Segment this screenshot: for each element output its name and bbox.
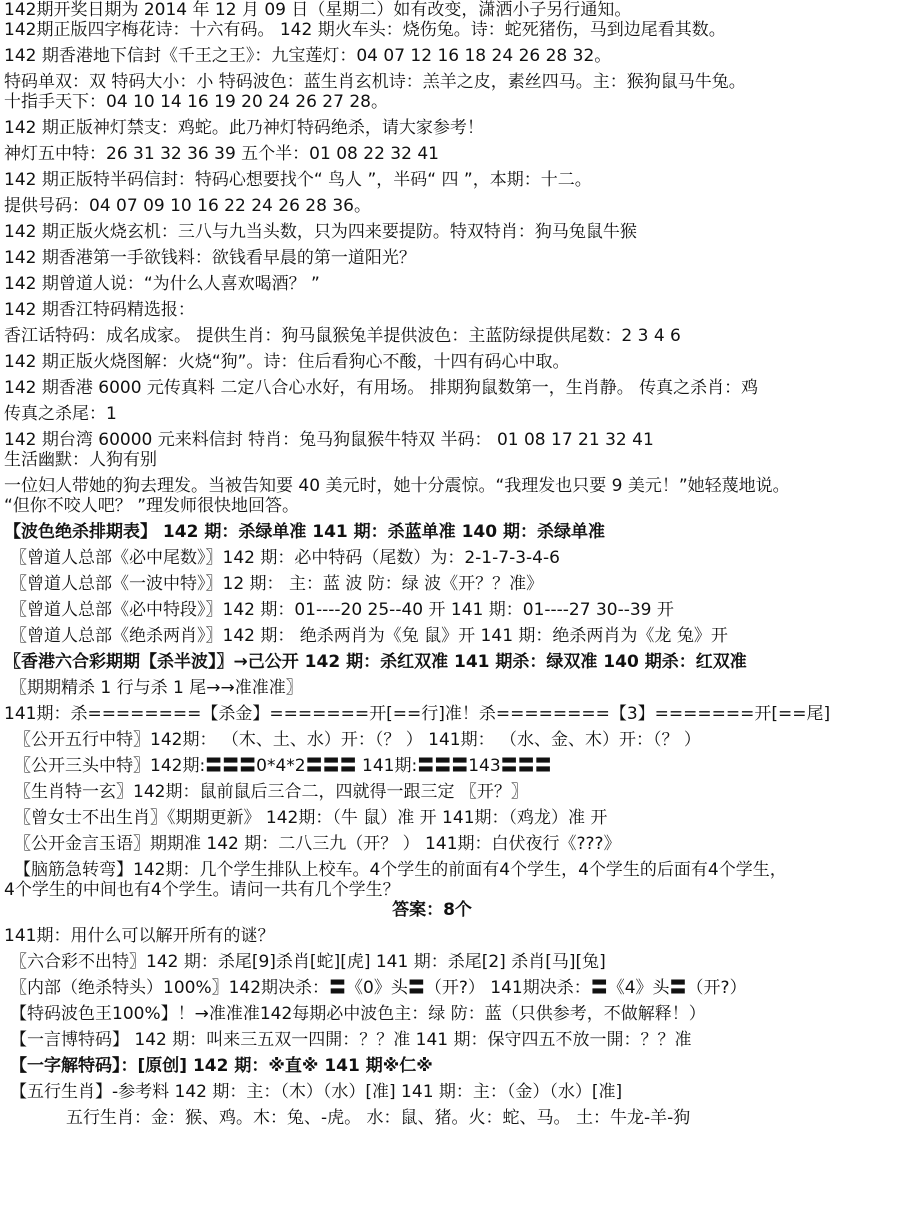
text-line-internal-kill: 〖内部（绝杀特头）100%〗142期决杀：〓《0》头〓（开?） 141期决杀：〓《4》头〓（开?）	[10, 978, 747, 998]
text-line-humor-body-2: “但你不咬人吧？ ”理发师很快地回答。	[4, 496, 300, 516]
text-line-brain-teaser-1: 【脑筋急转弯】142期：几个学生排队上校车。4个学生的前面有4个学生，4个学生的后面有4个学生，	[14, 860, 787, 880]
text-line-fire-mystery: 142 期正版火烧玄机：三八与九当头数，只为四来要提防。特双特肖：狗马兔鼠牛猴	[4, 222, 637, 242]
text-line-humor-title: 生活幽默：人狗有别	[4, 450, 157, 470]
text-line-wave-kill-table: 【波色绝杀排期表】 142 期：杀绿单准 141 期：杀蓝单准 140 期：杀绿单准	[4, 522, 605, 542]
text-line-provided-numbers: 提供号码：04 07 09 10 16 22 24 26 28 36。	[4, 196, 371, 216]
text-line-kill-row-tail: 〖期期精杀 1 行与杀 1 尾→→准准准〗	[10, 678, 303, 698]
text-line-plum-poem: 142期正版四字梅花诗：十六有码。 142 期火车头：烧伤兔。诗：蛇死猪伤，马到边尾看其数。	[4, 20, 726, 40]
text-line-three-heads: 〖公开三头中特〗142期:〓〓〓0*4*2〓〓〓 141期:〓〓〓143〓〓〓	[14, 756, 552, 776]
text-line-brain-teaser-2: 4个学生的中间也有4个学生。请问一共有几个学生？	[4, 880, 400, 900]
text-line-ms-zodiac: 〖曾女士不出生肖〗《期期更新》 142期：（牛 鼠）准 开 141期：（鸡龙）准 开	[14, 808, 608, 828]
text-line-wave-king: 【特码波色王100%】！→准准准142每期必中波色主：绿 防：蓝（只供参考，不做解释！）	[10, 1004, 706, 1024]
text-line-fax-6000: 142 期香港 6000 元传真料 二定八合心水好，有用场。 排期狗鼠数第一，生肖静。 传真之杀肖：鸡	[4, 378, 759, 398]
text-line-odd-even: 特码单双：双 特码大小：小 特码波色：蓝生肖玄机诗：羔羊之皮，素丝四马。主：猴狗鼠马牛兔。	[4, 72, 746, 92]
text-line-kill-two: 〖曾道人总部《绝杀两肖》〗142 期： 绝杀两肖为《兔 鼠》开 141 期：绝杀两肖为《龙 兔》开	[10, 626, 728, 646]
text-line-half-code: 142 期正版特半码信封：特码心想要找个“ 鸟人 ”，半码“ 四 ”，本期：十二。	[4, 170, 592, 190]
text-line-xiangjiang-report: 142 期香江特码精选报：	[4, 300, 195, 320]
text-line-answer: 答案：8个	[392, 900, 472, 920]
text-line-lamp-five: 神灯五中特：26 31 32 36 39 五个半：01 08 22 32 41	[4, 144, 439, 164]
text-line-taiwan-60000: 142 期台湾 60000 元来料信封 特肖：兔马狗鼠猴牛特双 半码： 01 08 17 21 32 41	[4, 430, 654, 450]
text-line-one-word: 【一言博特码】 142 期：叫来三五双一四開：？？准 141 期：保守四五不放一開：？？准	[10, 1030, 692, 1050]
text-line-hk-half-wave: 〖香港六合彩期期【杀半波】〗→己公开 142 期：杀红双准 141 期杀：绿双准 140 期杀：红双准	[4, 652, 747, 672]
text-line-one-char: 【一字解特码】：[原创] 142 期：※直※ 141 期※仁※	[10, 1056, 433, 1076]
text-line-five-elements-zodiac: 【五行生肖】-参考料 142 期：主：（木）（水）[准] 141 期：主：（金）（水）[准]	[10, 1082, 623, 1102]
text-line-taoist-says: 142 期曾道人说：“为什么人喜欢喝酒？ ”	[4, 274, 320, 294]
text-line-fax-kill-tail: 传真之杀尾：1	[4, 404, 117, 424]
text-line-ten-fingers: 十指手天下：04 10 14 16 19 20 24 26 27 28。	[4, 92, 388, 112]
text-line-one-wave: 〖曾道人总部《一波中特》〗12 期： 主：蓝 波 防：绿 波《开？？准》	[10, 574, 544, 594]
text-line-lamp-ban: 142 期正版神灯禁支：鸡蛇。此乃神灯特码绝杀，请大家参考！	[4, 118, 484, 138]
text-line-no-special: 〖六合彩不出特〗142 期：杀尾[9]杀肖[蛇][虎] 141 期：杀尾[2] 杀肖[马][兔]	[10, 952, 606, 972]
text-line-hk-first-hand: 142 期香港第一手欲钱料：欲钱看早晨的第一道阳光？	[4, 248, 416, 268]
text-line-fire-diagram: 142 期正版火烧图解：火烧“狗”。诗：住后看狗心不酸，十四有码心中取。	[4, 352, 570, 372]
text-line-humor-body-1: 一位妇人带她的狗去理发。当被告知要 40 美元时，她十分震惊。“我理发也只要 9 美元！”她轻蔑地说。	[4, 476, 790, 496]
text-line-must-tail: 〖曾道人总部《必中尾数》〗142 期：必中特码（尾数）为：2-1-7-3-4-6	[10, 548, 560, 568]
text-line-draw-date: 142期开奖日期为 2014 年 12 月 09 日（星期二）如有改变，潇洒小子另行通知。	[4, 0, 632, 20]
text-line-five-elements-list: 五行生肖：金：猴、鸡。木：兔、-虎。 水：鼠、猪。火：蛇、马。 土：牛龙-羊-狗	[66, 1108, 691, 1128]
text-line-kill-gold: 141期：杀========【杀金】=======开[==行]准！杀========【3】=======开[==尾]	[4, 704, 831, 724]
text-line-riddle-141: 141期：用什么可以解开所有的谜？	[4, 926, 275, 946]
text-line-five-elements: 〖公开五行中特〗142期： （木、土、水）开：（？ ） 141期： （水、金、木）开：（？ ）	[14, 730, 701, 750]
text-line-xiangjiang-words: 香江话特码：成名成家。 提供生肖：狗马鼠猴兔羊提供波色：主蓝防绿提供尾数：2 3 4 6	[4, 326, 681, 346]
text-line-golden-words: 〖公开金言玉语〗期期准 142 期：二八三九（开？ ） 141期：白伏夜行《???》	[14, 834, 621, 854]
text-line-must-range: 〖曾道人总部《必中特段》〗142 期：01----20 25--40 开 141 期：01----27 30--39 开	[10, 600, 674, 620]
text-line-zodiac-mystery: 〖生肖特一玄〗142期：鼠前鼠后三合二，四就得一跟三定 〖开？〗	[14, 782, 528, 802]
text-line-hk-envelope: 142 期香港地下信封《千王之王》：九宝莲灯：04 07 12 16 18 24 26 28 32。	[4, 46, 612, 66]
